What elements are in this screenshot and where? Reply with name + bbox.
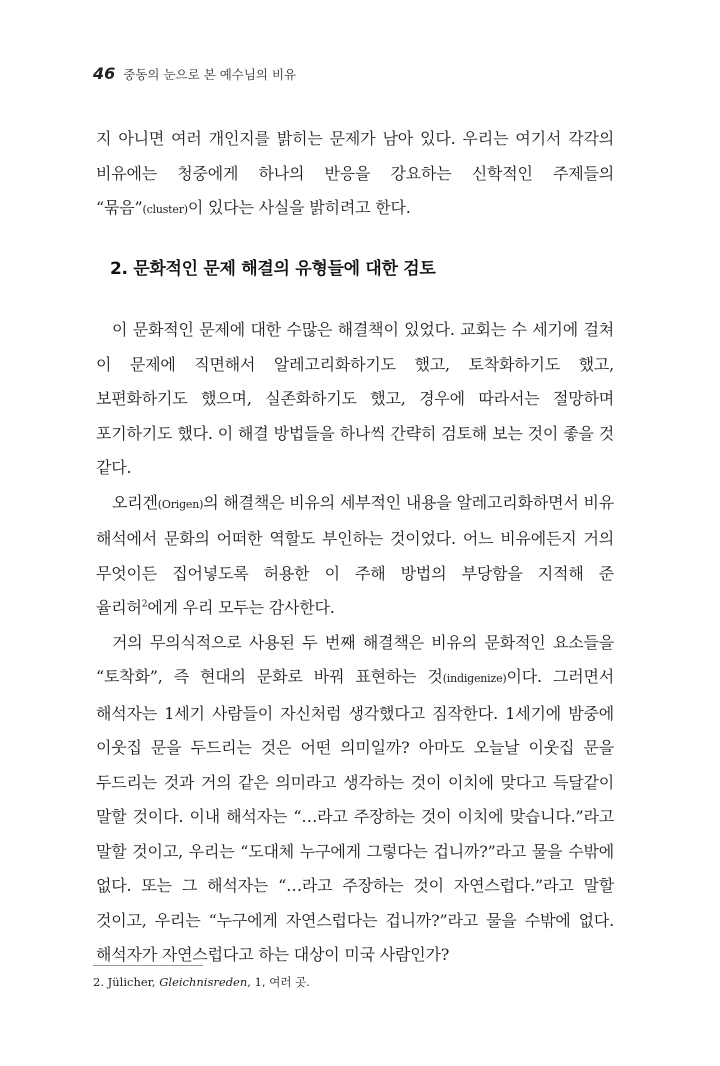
page-number: 46	[93, 64, 116, 83]
footnote-reference[interactable]: 2	[141, 599, 148, 610]
footnote-divider	[93, 965, 203, 966]
footnote	[93, 974, 310, 990]
paragraph-origen	[96, 486, 614, 626]
p2-text-after: 에게 우리 모두는 감사한다.	[147, 598, 335, 617]
running-header	[93, 64, 296, 86]
p3-text-after: 이다. 그러면서 해석자는 1세기 사람들이 자신처럼 생각했다고 짐작한다. 1세기에 밤중에 이웃집 문을 두드리는 것은 어떤 의미일까? 아마도 오늘날 이웃집 문을 두드리는 것과 거의 같은 의미라고 생각하는 것이 이치에 맞다고 득달같이 말할 것이다. 이내 해석자는 “…라고 주장하는 것이 이치에 맞습니다.”라고 말할 것이고, 우리는 “도대체 누구에게 그렇다는 겁니까?”라고 물을 수밖에 없다. 또는 그 해석자는 “…라고 주장하는 것이 자연스럽다.”라고 말할 것이고, 우리는 “누구에게 자연스럽다는 겁니까?”라고 물을 수밖에 없다. 해석자가 자연스럽다고 하는 대상이 미국 사람인가?	[96, 667, 615, 964]
paragraph-solutions-overview: 이 문화적인 문제에 대한 수많은 해결책이 있었다. 교회는 수 세기에 걸쳐 이 문제에 직면해서 알레고리화하기도 했고, 토착화하기도 했고, 보편화하기도 했으며, 실존화하기도 했고, 경우에 따라서는 절망하며 포기하기도 했다. 이 해결 방법들을 하나씩 간략히 검토해 보는 것이 좋을 것 같다.	[96, 320, 614, 477]
section-heading: 2. 문화적인 문제 해결의 유형들에 대한 검토	[110, 259, 436, 279]
body-text	[96, 313, 614, 973]
intro-text-before: 지 아니면 여러 개인지를 밝히는 문제가 남아 있다. 우리는 여기서 각각의 비유에는 청중에게 하나의 반응을 강요하는 신학적인 주제들의 “묶음”	[96, 129, 614, 217]
intro-term-cluster: (cluster)	[142, 203, 188, 216]
p2-text-middle: 의 해결책은 비유의 세부적인 내용을 알레고리화하면서 비유 해석에서 문화의 어떠한 역할도 부인하는 것이었다. 어느 비유에든지 거의 무엇이든 집어넣도록 허용한 이 주해 방법의 부당함을 지적해 준 율리허	[96, 492, 614, 617]
footnote-title: Gleichnisreden	[159, 975, 248, 989]
p2-text-before: 오리겐	[112, 492, 158, 512]
p3-text-before: 거의 무의식적으로 사용된 두 번째 해결책은 비유의 문화적인 요소들을 “토착화”, 즉 현대의 문화로 바꿔 표현하는 것	[96, 632, 614, 686]
footnote-prefix: 2. Jülicher,	[93, 975, 160, 989]
footnote-suffix: , 1, 여러 곳.	[247, 975, 310, 989]
intro-text-after: 이 있다는 사실을 밝히려고 한다.	[187, 198, 411, 217]
book-title: 중동의 눈으로 본 예수님의 비유	[123, 67, 297, 82]
intro-paragraph	[96, 122, 614, 228]
paragraph-indigenize	[96, 626, 614, 973]
p3-term-indigenize: (indigenize)	[442, 672, 507, 685]
p2-term-origen: (Origen)	[157, 497, 204, 511]
